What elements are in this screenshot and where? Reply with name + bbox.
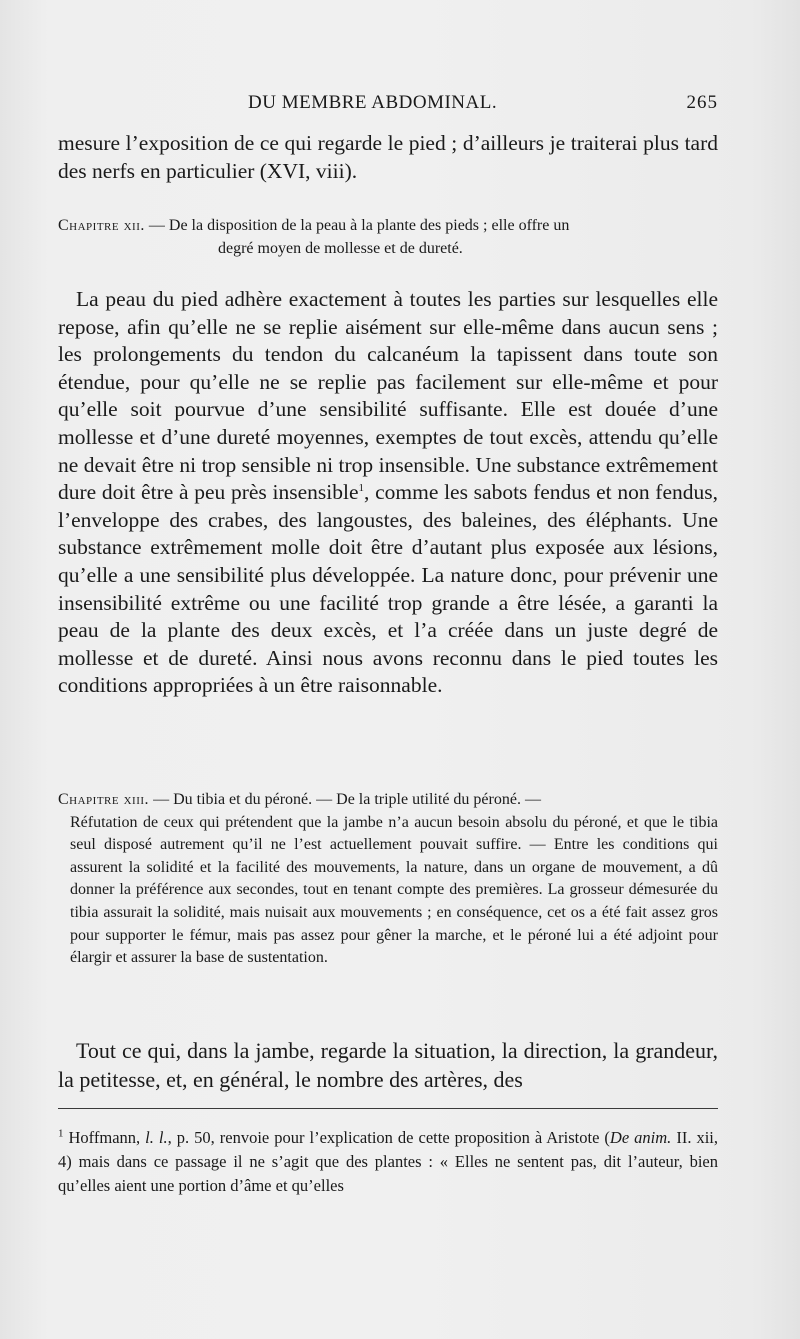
footnote-mark: 1 <box>58 1127 64 1140</box>
chapter-13-summary <box>58 789 718 970</box>
paragraph-jambe: Tout ce qui, dans la jambe, regarde la situation, la direction, la grandeur, la petitesse, et, en général, le nombre des artères, des <box>58 1038 718 1092</box>
paragraph-1-text-before-note: La peau du pied adhère exactement à toutes les parties sur lesquelles elle repose, afin qu’elle ne se replie aisément sur elle-même dans aucun sens ; les prolongements du tendon du calcanéum la tapissent dans toute son étendue, pour qu’elle ne se replie pas facilement sur elle-même et pour qu’elle soit pourvue d’une sensibilité suffisante. Elle est douée d’une mollesse et d’une dureté moyennes, exemptes de tout excès, attendu qu’elle ne devait être ni trop sensible ni trop insensible. Une substance extrêmement dure doit être à peu près insensible <box>58 287 718 505</box>
footnote-work-italic: De anim. <box>609 1128 672 1147</box>
chapter-12-title-line2: degré moyen de mollesse et de dureté. <box>218 239 463 257</box>
chapter-12-title-line1: De la disposition de la peau à la plante des pieds ; elle offre un <box>168 217 570 234</box>
paragraph-peau-du-pied <box>58 286 718 700</box>
chapter-12-label: Chapitre xii. <box>58 217 145 234</box>
footnote-text <box>58 1128 718 1195</box>
chapter-13-summary-text: Réfutation de ceux qui prétendent que la jambe n’a aucun besoin absolu du péroné, et que le tibia seul disposé autrement qu’il ne l’est actuellement pouvait suffire. — Entre les conditions qui assurent la solidité et la facilité des mouvements, la nature, dans un organe de mouvement, a dû donner la préférence aux secondes, tout en tenant compte des premières. La grosseur démesurée du tibia assurait la solidité, mais nuisait aux mouvements ; en conséquence, cet os a été fait assez gros pour supporter le fémur, mais pas assez pour gêner la marche, et le péroné lui a été adjoint pour élargir et assurer la base de sustentation. <box>70 813 718 967</box>
footnote-reference-mark: 1 <box>358 482 364 494</box>
chapter-12-dash: — <box>144 217 169 234</box>
footnote-part-2: , p. 50, renvoie pour l’explication de cette proposition à Aristote ( <box>167 1128 610 1147</box>
running-head <box>58 92 718 122</box>
chapter-12-heading <box>58 215 718 260</box>
footnote <box>58 1126 718 1198</box>
chapter-13-first-line: — Du tibia et du péroné. — De la triple utilité du péroné. — <box>149 791 541 808</box>
chapter-13-label: Chapitre xiii. <box>58 791 150 808</box>
footnote-part-3: II. xii, 4) mais dans ce passage il ne s’agit que des plantes : « Elles ne sentent pas, dit l’auteur, bien qu’elles aient une portion d’âme et qu’elles <box>58 1128 718 1195</box>
running-title: DU MEMBRE ABDOMINAL. <box>248 92 498 113</box>
continuation-paragraph: mesure l’exposition de ce qui regarde le pied ; d’ailleurs je traiterai plus tard des nerfs en particulier (XVI, viii). <box>58 131 718 183</box>
paragraph-1-text-after-note: , comme les sabots fendus et non fendus, l’enveloppe des crabes, des langoustes, des baleines, des éléphants. Une substance extrêmement molle doit être d’autant plus exposée aux lésions, qu’elle a une sensibilité plus développée. La nature donc, pour prévenir une insensibilité extrême ou une facilité trop grande a être lésée, a garanti la peau de la plante des deux excès, et l’a créée dans un juste degré de mollesse et de dureté. Ainsi nous avons reconnu dans le pied toutes les conditions appropriées à un être raisonnable. <box>58 480 719 698</box>
footnote-part-1: Hoffmann, <box>63 1128 146 1147</box>
footnote-ref-italic: l. l. <box>145 1128 168 1147</box>
page-number: 265 <box>686 92 718 113</box>
footnote-rule <box>58 1108 718 1109</box>
